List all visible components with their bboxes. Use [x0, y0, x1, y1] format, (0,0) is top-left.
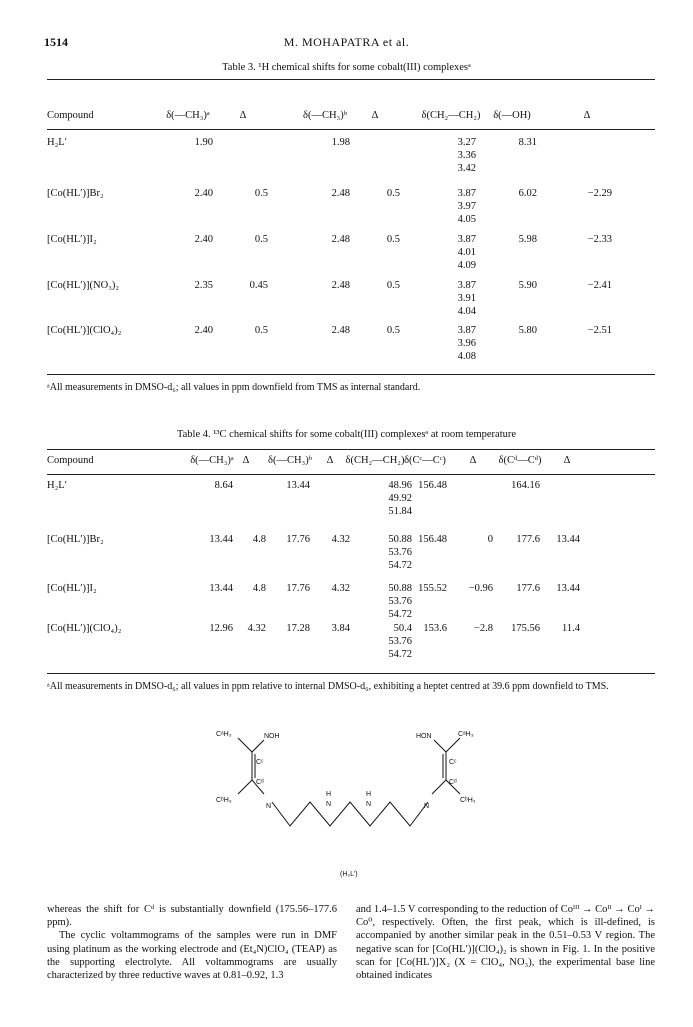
- table3-cell-ch2: 4.05: [457, 214, 476, 225]
- table4-header-rule: [47, 474, 655, 475]
- table3-header-5: δ(CH₂—CH₂): [421, 110, 481, 121]
- atom-nh-left: N: [326, 801, 332, 808]
- atom-cd-right: Cᵈ: [449, 779, 457, 786]
- table4-cell-c1: 13.44: [209, 583, 233, 594]
- table3-row-compound: [Co(HL′)](NO₃)₂: [47, 280, 120, 291]
- table4-header-3: δ(—CH₃)ᵇ: [268, 455, 312, 466]
- table3-header-6: δ(—OH): [493, 110, 531, 121]
- table4-header-9: Δ: [563, 455, 571, 466]
- table3-cell-ch2: 3.87: [457, 280, 476, 291]
- atom-ch3a-right: CᵃH₃: [458, 731, 474, 738]
- table3-header-2: Δ: [239, 110, 247, 121]
- table4-header-7: Δ: [469, 455, 477, 466]
- body-right-column: [356, 903, 655, 982]
- table4-bottom-rule: [47, 673, 655, 674]
- table3-cell-ch3b: 1.98: [331, 137, 350, 148]
- figure-label: (H₂L′): [340, 871, 358, 878]
- table4-cell-d4: 11.4: [562, 623, 580, 634]
- table4-cell-cc: 156.48: [418, 534, 447, 545]
- table3-bottom-rule: [47, 374, 655, 375]
- table3-cell-d1: 0.45: [249, 280, 268, 291]
- table3-cell-ch2: 3.87: [457, 188, 476, 199]
- table3-cell-ch3b: 2.48: [331, 280, 350, 291]
- table3-cell-ch3b: 2.48: [331, 325, 350, 336]
- table3-row-compound: [Co(HL′)]Br₂: [47, 188, 104, 199]
- table4-cell-c2: 13.44: [286, 480, 310, 491]
- table3-header-1: δ(—CH₃)ᵃ: [166, 110, 210, 121]
- table4-cell-cd: 175.56: [511, 623, 540, 634]
- table4-row-compound: [Co(HL′)](ClO₄)₂: [47, 623, 122, 634]
- table4-cell-ch2: 50.88: [388, 534, 412, 545]
- table3-cell-ch2: 3.97: [457, 201, 476, 212]
- table3-cell-d1: 0.5: [254, 325, 268, 336]
- body-left-para-1: whereas the shift for Cᵈ is substantially downfield (175.56–177.6 ppm).: [47, 904, 337, 929]
- table3-cell-ch2: 3.87: [457, 234, 476, 245]
- table3-cell-d1: 0.5: [254, 188, 268, 199]
- table4-cell-cd: 177.6: [516, 534, 540, 545]
- table3-cell-d3: −2.29: [587, 188, 612, 199]
- table4-cell-cc: 153.6: [423, 623, 447, 634]
- atom-ch3b-right: CᵇH₃: [460, 797, 476, 804]
- table4-cell-ch2: 49.92: [388, 493, 412, 504]
- table3-cell-ch3a: 1.90: [194, 137, 213, 148]
- atom-nh-right: N: [366, 801, 372, 808]
- table4-row-compound: [Co(HL′)]Br₂: [47, 534, 104, 545]
- table3-row-compound: H₂L′: [47, 137, 67, 148]
- table4-cell-c1: 12.96: [209, 623, 233, 634]
- table3-cell-ch2: 3.87: [457, 325, 476, 336]
- table3-cell-oh: 5.90: [518, 280, 537, 291]
- table3-cell-ch2: 3.91: [457, 293, 476, 304]
- table3-cell-ch2: 4.08: [457, 351, 476, 362]
- table4-cell-d4: 13.44: [556, 534, 580, 545]
- body-left-column: [47, 903, 337, 982]
- table3-cell-ch2: 3.36: [457, 150, 476, 161]
- table3-row-compound: [Co(HL′)](ClO₄)₂: [47, 325, 122, 336]
- atom-cd-left: Cᵈ: [256, 779, 264, 786]
- table3-cell-oh: 6.02: [518, 188, 537, 199]
- table3-cell-oh: 5.80: [518, 325, 537, 336]
- table3-cell-ch2: 3.96: [457, 338, 476, 349]
- table4-cell-d2: 4.32: [331, 534, 350, 545]
- table4-cell-ch2: 54.72: [388, 649, 412, 660]
- table3-cell-ch2: 3.42: [457, 163, 476, 174]
- atom-h-right: H: [366, 791, 372, 798]
- table4-cell-d1: 4.8: [252, 534, 266, 545]
- table4-header-1: δ(—CH₃)ᵃ: [190, 455, 234, 466]
- table3-header-7: Δ: [583, 110, 591, 121]
- table3-footnote: ᵃAll measurements in DMSO-d₆; all values in ppm downfield from TMS as internal standard.: [47, 382, 421, 393]
- table3-cell-d3: −2.33: [587, 234, 612, 245]
- ligand-structure-figure: [180, 718, 520, 888]
- table3-cell-ch3a: 2.40: [194, 325, 213, 336]
- table4-cell-c2: 17.76: [286, 534, 310, 545]
- table3-cell-ch2: 4.04: [457, 306, 476, 317]
- table4-cell-d3: 0: [487, 534, 493, 545]
- table4-cell-d2: 3.84: [331, 623, 350, 634]
- table3-cell-ch2: 3.27: [457, 137, 476, 148]
- table4-header-5: δ(CH₂—CH₂): [345, 455, 405, 466]
- table4-row-compound: [Co(HL′)]I₂: [47, 583, 97, 594]
- table4-cell-d2: 4.32: [331, 583, 350, 594]
- table4-row-compound: H₂L′: [47, 480, 67, 491]
- table3-cell-ch3a: 2.35: [194, 280, 213, 291]
- atom-h-left: H: [326, 791, 332, 798]
- table4-cell-cc: 155.52: [418, 583, 447, 594]
- table4-cell-cd: 177.6: [516, 583, 540, 594]
- table4-cell-d3: −2.8: [473, 623, 493, 634]
- table4-cell-ch2: 53.76: [388, 547, 412, 558]
- table3-cell-d3: −2.41: [587, 280, 612, 291]
- table3-cell-ch3b: 2.48: [331, 188, 350, 199]
- table3-cell-ch2: 4.01: [457, 247, 476, 258]
- table4-cell-ch2: 53.76: [388, 596, 412, 607]
- table4-cell-d3: −0.96: [468, 583, 493, 594]
- body-left-para-2: The cyclic voltammograms of the samples were run in DMF using platinum as the working electrode and (Et₄N)ClO₄ (TEAP) as the supporting electrolyte. All voltammograms are usually characterized by three reductive waves at 0.81–0.92, 1.3: [47, 930, 337, 982]
- table4-cell-d1: 4.32: [247, 623, 266, 634]
- table3-cell-ch2: 4.09: [457, 260, 476, 271]
- table4-cell-ch2: 53.76: [388, 636, 412, 647]
- table4-header-4: Δ: [326, 455, 334, 466]
- table3-header-0: Compound: [47, 110, 94, 121]
- table4-cell-cd: 164.16: [511, 480, 540, 491]
- table4-cell-ch2: 48.96: [388, 480, 412, 491]
- table4-cell-c2: 17.76: [286, 583, 310, 594]
- page-number: 1514: [44, 35, 68, 49]
- table4-cell-ch2: 51.84: [388, 506, 412, 517]
- atom-ch3b-left: CᵇH₃: [216, 797, 232, 804]
- table4-cell-ch2: 50.4: [393, 623, 412, 634]
- table3-cell-oh: 5.98: [518, 234, 537, 245]
- table3-header-4: Δ: [371, 110, 379, 121]
- table3-cell-d2: 0.5: [386, 234, 400, 245]
- table3-cell-ch3a: 2.40: [194, 188, 213, 199]
- table3-cell-d1: 0.5: [254, 234, 268, 245]
- table3-header-rule: [47, 129, 655, 130]
- table3-cell-ch3a: 2.40: [194, 234, 213, 245]
- table4-header-6: δ(Cᶜ—Cᶜ): [404, 455, 446, 466]
- table4-cell-c2: 17.28: [286, 623, 310, 634]
- table4-caption: Table 4. ¹³C chemical shifts for some cobalt(III) complexesᵃ at room temperature: [176, 429, 517, 440]
- table4-cell-ch2: 50.88: [388, 583, 412, 594]
- table4-footnote: ᵃAll measurements in DMSO-d₆; all values in ppm relative to internal DMSO-d₆, exhibiting a heptet centred at 39.6 ppm downfield to TMS.: [47, 681, 609, 692]
- table3-header-3: δ(—CH₃)ᵇ: [303, 110, 347, 121]
- table3-row-compound: [Co(HL′)]I₂: [47, 234, 97, 245]
- table4-top-rule: [47, 449, 655, 450]
- atom-cc-right: Cᶜ: [449, 759, 457, 766]
- table3-cell-d2: 0.5: [386, 325, 400, 336]
- atom-ch3a-left: CᵃH₃: [216, 731, 232, 738]
- table4-header-8: δ(Cᵈ—Cᵈ): [498, 455, 542, 466]
- table3-top-rule: [47, 79, 655, 80]
- table4-cell-ch2: 54.72: [388, 609, 412, 620]
- table3-cell-d3: −2.51: [587, 325, 612, 336]
- table4-cell-ch2: 54.72: [388, 560, 412, 571]
- table3-cell-ch3b: 2.48: [331, 234, 350, 245]
- table4-cell-d4: 13.44: [556, 583, 580, 594]
- table4-cell-d1: 4.8: [252, 583, 266, 594]
- table3-cell-d2: 0.5: [386, 280, 400, 291]
- table4-cell-c1: 8.64: [214, 480, 233, 491]
- table3-caption: Table 3. ¹H chemical shifts for some cobalt(III) complexesᵃ: [222, 62, 471, 73]
- table3-cell-d2: 0.5: [386, 188, 400, 199]
- atom-n-left: N: [266, 803, 272, 810]
- atom-hon: HON: [416, 733, 432, 740]
- table4-cell-c1: 13.44: [209, 534, 233, 545]
- atom-noh: NOH: [264, 733, 280, 740]
- table4-cell-cc: 156.48: [418, 480, 447, 491]
- body-right-para: and 1.4–1.5 V corresponding to the reduction of Coᴵᴵᴵ → Coᴵᴵ → Coᴵ → Co⁰, respectively. Often, the first peak, which is ill-defined, is accompanied by another similar peak in the 0.51–0.53 V region. The negative scan for [Co(HL′)](ClO₄)₂ is shown in Fig. 1. In the positive scan for [Co(HL′)]X₂ (X = ClO₄, NO₃), the experimental base line obtained indicates: [356, 904, 655, 982]
- atom-n-right: N: [424, 803, 430, 810]
- running-title: M. MOHAPATRA et al.: [283, 35, 410, 49]
- table3-cell-oh: 8.31: [518, 137, 537, 148]
- table4-header-0: Compound: [47, 455, 94, 466]
- atom-cc-left: Cᶜ: [256, 759, 264, 766]
- table4-header-2: Δ: [242, 455, 250, 466]
